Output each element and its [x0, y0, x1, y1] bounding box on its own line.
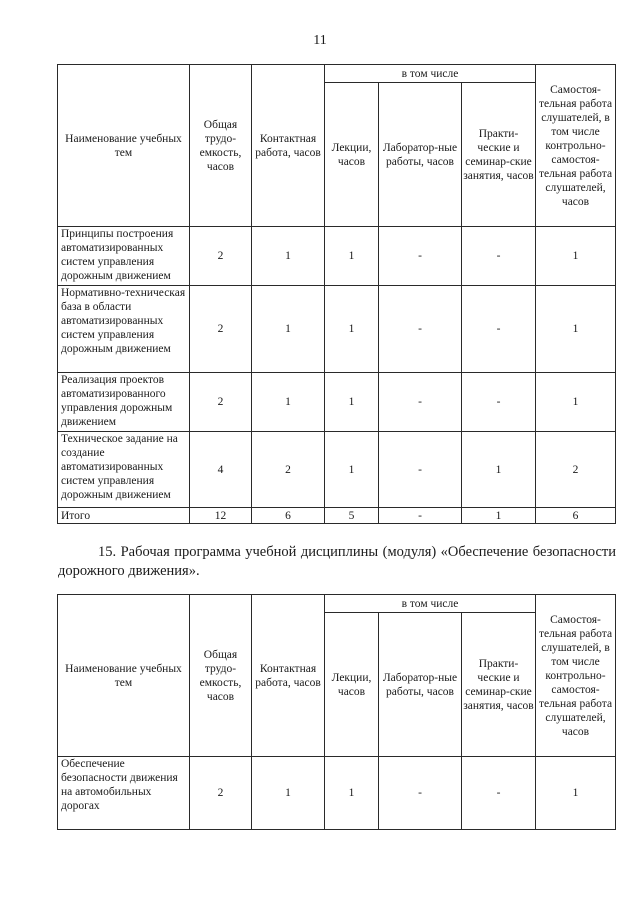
total-row: [58, 508, 616, 524]
header-group: в том числе: [325, 65, 536, 83]
header-labs: Лаборатор-ные работы, часов: [379, 83, 462, 227]
cell-total: 4: [190, 432, 252, 508]
cell-practice: -: [462, 227, 536, 286]
header-name: Наименование учебных тем: [58, 65, 190, 227]
cell-self: 1: [536, 373, 616, 432]
topic-name: Принципы построения автоматизированных систем управления дорожным движением: [58, 227, 190, 286]
table-row: [58, 286, 616, 373]
cell-practice: -: [462, 757, 536, 830]
table-row: [58, 757, 616, 830]
header-lectures: Лекции, часов: [325, 83, 379, 227]
topic-name: Техническое задание на создание автоматизированных систем управления дорожным движением: [58, 432, 190, 508]
table-row: [58, 227, 616, 286]
cell-labs: -: [379, 432, 462, 508]
header-total: Общая трудо-емкость, часов: [190, 595, 252, 757]
cell-labs: -: [379, 227, 462, 286]
topic-name: Реализация проектов автоматизированного управления дорожным движением: [58, 373, 190, 432]
cell-lectures: 1: [325, 373, 379, 432]
cell-self: 2: [536, 432, 616, 508]
header-contact: Контактная работа, часов: [252, 595, 325, 757]
total-practice: 1: [462, 508, 536, 524]
cell-practice: 1: [462, 432, 536, 508]
table-row: [58, 373, 616, 432]
total-label: Итого: [58, 508, 190, 524]
section-title: Рабочая программа учебной дисциплины (модуля) «Обеспечение безопасности дорожного движения».: [58, 544, 617, 579]
cell-practice: -: [462, 373, 536, 432]
header-self: Самостоя-тельная работа слушателей, в том числе контрольно-самостоя-тельная работа слушателей, часов: [536, 595, 616, 757]
cell-contact: 1: [252, 757, 325, 830]
cell-lectures: 1: [325, 757, 379, 830]
cell-practice: -: [462, 286, 536, 373]
cell-contact: 1: [252, 286, 325, 373]
header-group: в том числе: [325, 595, 536, 613]
section-number: 15.: [98, 544, 117, 560]
cell-contact: 1: [252, 227, 325, 286]
cell-labs: -: [379, 286, 462, 373]
header-total: Общая трудо-емкость, часов: [190, 65, 252, 227]
topic-name: Нормативно-техническая база в области автоматизированных систем управления дорожным движением: [58, 286, 190, 373]
header-practice: Практи-ческие и семинар-ские занятия, часов: [462, 83, 536, 227]
total-contact: 6: [252, 508, 325, 524]
cell-total: 2: [190, 227, 252, 286]
cell-contact: 1: [252, 373, 325, 432]
cell-lectures: 1: [325, 286, 379, 373]
total-labs: -: [379, 508, 462, 524]
header-name: Наименование учебных тем: [58, 595, 190, 757]
header-practice: Практи-ческие и семинар-ские занятия, часов: [462, 613, 536, 757]
cell-self: 1: [536, 227, 616, 286]
table-row: [58, 432, 616, 508]
cell-total: 2: [190, 286, 252, 373]
cell-contact: 2: [252, 432, 325, 508]
cell-self: 1: [536, 757, 616, 830]
cell-lectures: 1: [325, 432, 379, 508]
cell-lectures: 1: [325, 227, 379, 286]
topic-name: Обеспечение безопасности движения на автомобильных дорогах: [58, 757, 190, 830]
total-total: 12: [190, 508, 252, 524]
total-self: 6: [536, 508, 616, 524]
cell-total: 2: [190, 373, 252, 432]
header-self: Самостоя-тельная работа слушателей, в том числе контрольно-самостоя-тельная работа слушателей, часов: [536, 65, 616, 227]
header-contact: Контактная работа, часов: [252, 65, 325, 227]
curriculum-table-1: [57, 64, 616, 524]
curriculum-table-2: [57, 594, 616, 830]
page-number: 11: [313, 33, 327, 48]
cell-labs: -: [379, 757, 462, 830]
header-labs: Лаборатор-ные работы, часов: [379, 613, 462, 757]
cell-total: 2: [190, 757, 252, 830]
header-lectures: Лекции, часов: [325, 613, 379, 757]
total-lectures: 5: [325, 508, 379, 524]
cell-labs: -: [379, 373, 462, 432]
section-heading: [58, 543, 616, 581]
cell-self: 1: [536, 286, 616, 373]
